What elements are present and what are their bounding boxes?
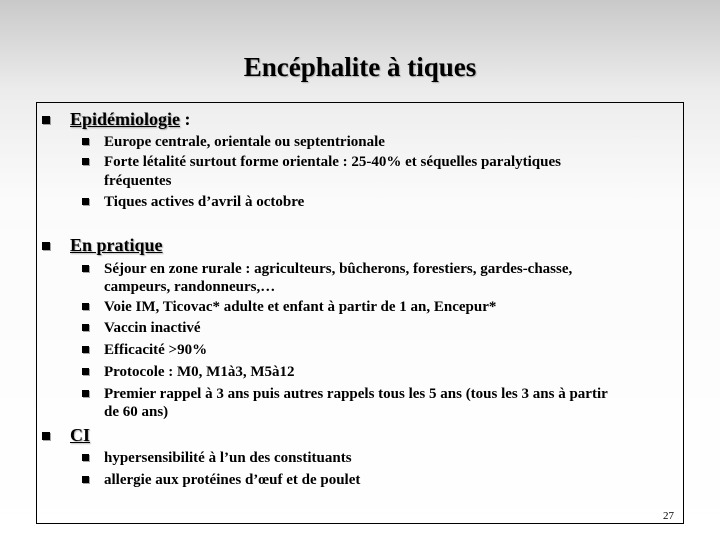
bullet-square-icon bbox=[42, 116, 50, 124]
heading-text: En pratique bbox=[70, 235, 163, 255]
list-item: hypersensibilité à l’un des constituants bbox=[104, 450, 352, 466]
list-item: Premier rappel à 3 ans puis autres rappels tous les 5 ans (tous les 3 ans à partir bbox=[104, 386, 608, 402]
bullet-square-icon bbox=[82, 368, 89, 375]
bullet-square-icon bbox=[42, 432, 50, 440]
heading-text: Epidémiologie bbox=[70, 109, 181, 129]
slide-title: Encéphalite à tiques bbox=[243, 52, 477, 82]
list-item: allergie aux protéines d’œuf et de poulet bbox=[104, 472, 361, 488]
bullet-square-icon bbox=[82, 198, 89, 205]
heading-text: CI bbox=[70, 425, 91, 445]
list-item: Tiques actives d’avril à octobre bbox=[104, 194, 305, 210]
bullet-square-icon bbox=[82, 390, 89, 397]
page-number: 27 bbox=[663, 510, 674, 522]
section-ci-heading bbox=[70, 424, 90, 446]
list-item: Forte létalité surtout forme orientale : 25-40% et séquelles paralytiques bbox=[104, 154, 561, 170]
bullet-square-icon bbox=[82, 265, 89, 272]
list-item: Efficacité >90% bbox=[104, 342, 208, 358]
bullet-square-icon bbox=[82, 138, 89, 145]
bullet-square-icon bbox=[82, 324, 89, 331]
bullet-square-icon bbox=[82, 476, 89, 483]
list-item: Voie IM, Ticovac* adulte et enfant à partir de 1 an, Encepur* bbox=[104, 299, 497, 315]
list-item-continuation: campeurs, randonneurs,… bbox=[104, 279, 276, 295]
list-item: Séjour en zone rurale : agriculteurs, bûcherons, forestiers, gardes-chasse, bbox=[104, 261, 573, 277]
bullet-square-icon bbox=[82, 454, 89, 461]
list-item: Europe centrale, orientale ou septentrionale bbox=[104, 134, 385, 150]
heading-suffix: : bbox=[180, 109, 191, 129]
bullet-square-icon bbox=[42, 242, 50, 250]
section-epidemiology-heading bbox=[70, 108, 191, 130]
bullet-square-icon bbox=[82, 346, 89, 353]
section-practice-heading bbox=[70, 234, 163, 256]
list-item-continuation: fréquentes bbox=[104, 173, 172, 189]
bullet-square-icon bbox=[82, 303, 89, 310]
list-item: Protocole : M0, M1à3, M5à12 bbox=[104, 364, 295, 380]
bullet-square-icon bbox=[82, 158, 89, 165]
list-item-continuation: de 60 ans) bbox=[104, 404, 169, 420]
list-item: Vaccin inactivé bbox=[104, 320, 201, 336]
